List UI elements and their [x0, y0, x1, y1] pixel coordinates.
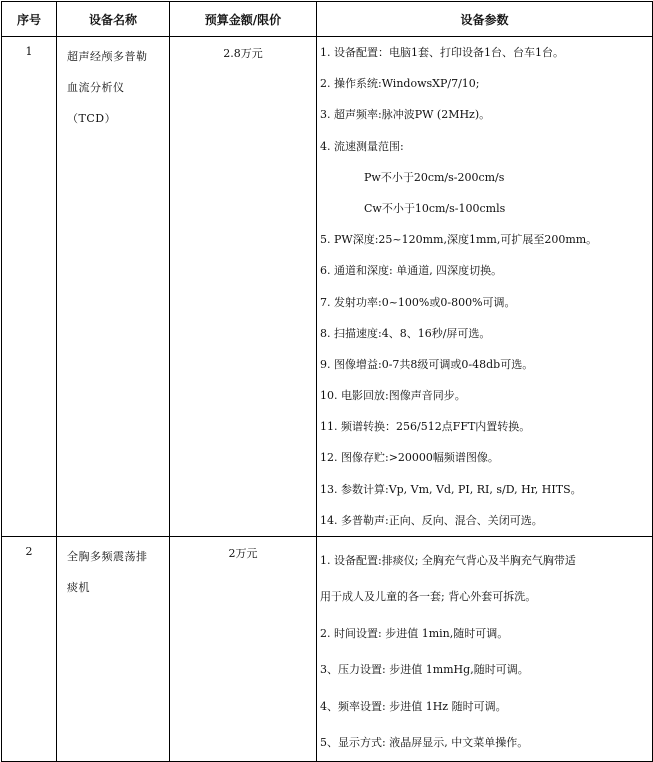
param-line: 10. 电影回放:图像声音同步。 [320, 389, 466, 403]
param-line: 3. 超声频率:脉冲波PW (2MHz)。 [320, 108, 491, 122]
param-line: 12. 图像存贮:>20000幅频谱图像。 [320, 451, 499, 465]
param-line: 1. 设备配置:排痰仪; 全胸充气背心及半胸充气胸带适 [320, 554, 576, 567]
param-line: 7. 发射功率:0~100%或0-800%可调。 [320, 295, 516, 309]
device-params [317, 37, 653, 537]
row-number: 1 [2, 37, 57, 537]
param-line: 2. 操作系统:WindowsXP/7/10; [320, 77, 480, 91]
param-line: 用于成人及儿童的各一套; 背心外套可拆洗。 [320, 590, 537, 604]
device-name [57, 37, 170, 537]
param-line: 4. 流速测量范围: [320, 139, 404, 153]
header-params: 设备参数 [317, 2, 653, 37]
param-line: 3、压力设置: 步进值 1mmHg,随时可调。 [320, 663, 529, 677]
param-line: 11. 频谱转换：256/512点FFT内置转换。 [320, 420, 531, 434]
param-line: 6. 通道和深度: 单通道, 四深度切换。 [320, 264, 503, 278]
param-line: 5. PW深度:25~120mm,深度1mm,可扩展至200mm。 [320, 233, 598, 247]
device-name-line: 超声经颅多普勒 [67, 50, 148, 63]
budget-amount: 2万元 [170, 537, 317, 762]
param-line: 1. 设备配置：电脑1套、打印设备1台、台车1台。 [320, 46, 564, 59]
equipment-table [1, 1, 653, 762]
param-line: 8. 扫描速度:4、8、16秒/屏可选。 [320, 326, 491, 340]
header-name: 设备名称 [57, 2, 170, 37]
table-row [2, 37, 653, 537]
param-line: 4、频率设置: 步进值 1Hz 随时可调。 [320, 699, 507, 713]
param-line: 2. 时间设置: 步进值 1min,随时可调。 [320, 626, 509, 640]
device-name-line: 痰机 [67, 581, 90, 594]
device-name [57, 537, 170, 762]
device-name-line: 血流分析仪（TCD） [67, 81, 125, 125]
param-line: 9. 图像增益:0-7共8级可调或0-48db可选。 [320, 357, 534, 371]
device-name-line: 全胸多频震荡排 [67, 550, 148, 563]
header-row [2, 2, 653, 37]
param-line: 14. 多普勒声:正向、反向、混合、关闭可选。 [320, 513, 543, 527]
table-row [2, 537, 653, 762]
param-line: Cw不小于10cm/s-100cmls [364, 201, 506, 215]
budget-amount: 2.8万元 [170, 37, 317, 537]
param-line: 5、显示方式: 液晶屏显示, 中文菜单操作。 [320, 735, 529, 749]
param-line: 13. 参数计算:Vp, Vm, Vd, PI, RI, s/D, Hr, HITS。 [320, 482, 582, 496]
row-number: 2 [2, 537, 57, 762]
header-no: 序号 [2, 2, 57, 37]
device-params [317, 537, 653, 762]
param-line: Pw不小于20cm/s-200cm/s [364, 170, 505, 184]
header-budget: 预算金额/限价 [170, 2, 317, 37]
